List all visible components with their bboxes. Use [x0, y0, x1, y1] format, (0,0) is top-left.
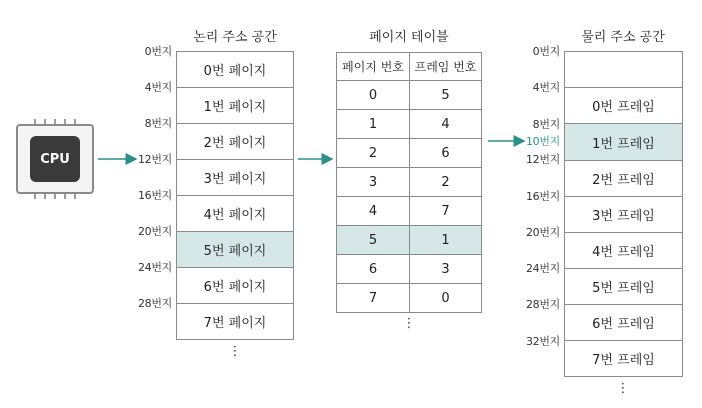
page-table-page-number-highlighted: 5 — [336, 225, 410, 255]
logical-address-space-title: 논리 주소 공간 — [193, 30, 277, 45]
page-table-ellipsis: ⋮ — [402, 316, 416, 331]
page-table-header-page: 페이지 번호 — [336, 52, 410, 81]
logical-page-cell: 1번 페이지 — [176, 87, 294, 124]
logical-page-cell: 0번 페이지 — [176, 51, 294, 88]
physical-address-label: 24번지 — [525, 262, 560, 275]
page-table-header-frame: 프레임 번호 — [409, 52, 482, 81]
physical-address-label: 8번지 — [532, 118, 560, 131]
page-table-page-number: 4 — [336, 196, 410, 226]
physical-address-label: 32번지 — [525, 335, 560, 348]
physical-frame-cell: 0번 프레임 — [564, 87, 683, 124]
physical-frame-cell: 2번 프레임 — [564, 160, 683, 197]
page-table-frame-number: 3 — [409, 254, 482, 284]
physical-frame-cell: 4번 프레임 — [564, 232, 683, 269]
physical-frame-cell: 3번 프레임 — [564, 196, 683, 233]
physical-address-label: 12번지 — [525, 153, 560, 166]
page-table-frame-number-highlighted: 1 — [409, 225, 482, 255]
logical-address-label: 16번지 — [137, 189, 172, 202]
logical-page-cell: 6번 페이지 — [176, 267, 294, 304]
page-table-frame-number: 2 — [409, 167, 482, 197]
physical-address-space-title: 물리 주소 공간 — [581, 30, 665, 45]
logical-address-label: 8번지 — [144, 117, 172, 130]
logical-page-cell: 3번 페이지 — [176, 159, 294, 196]
logical-page-cell: 2번 페이지 — [176, 123, 294, 160]
page-table-frame-number: 4 — [409, 109, 482, 139]
page-table-page-number: 7 — [336, 283, 410, 313]
page-table-frame-number: 7 — [409, 196, 482, 226]
page-table-frame-number: 6 — [409, 138, 482, 168]
page-table-title: 페이지 테이블 — [369, 30, 449, 45]
physical-address-label: 28번지 — [525, 298, 560, 311]
page-table-page-number: 0 — [336, 80, 410, 110]
physical-address-label-highlighted: 10번지 — [525, 135, 560, 148]
logical-address-label: 24번지 — [137, 261, 172, 274]
page-table-frame-number: 0 — [409, 283, 482, 313]
logical-ellipsis: ⋮ — [228, 344, 242, 359]
logical-page-cell: 4번 페이지 — [176, 195, 294, 232]
physical-frame-cell-highlighted: 1번 프레임 — [564, 123, 683, 161]
physical-address-label: 20번지 — [525, 226, 560, 239]
logical-address-label: 28번지 — [137, 297, 172, 310]
physical-address-label: 4번지 — [532, 81, 560, 94]
logical-address-label: 12번지 — [137, 153, 172, 166]
physical-address-label: 16번지 — [525, 190, 560, 203]
page-table-page-number: 3 — [336, 167, 410, 197]
logical-address-label: 20번지 — [137, 225, 172, 238]
physical-empty-cell — [564, 51, 683, 88]
page-table-page-number: 6 — [336, 254, 410, 284]
page-table-frame-number: 5 — [409, 80, 482, 110]
physical-frame-cell: 7번 프레임 — [564, 340, 683, 377]
logical-address-label: 0번지 — [144, 45, 172, 58]
logical-address-label: 4번지 — [144, 81, 172, 94]
physical-address-label: 0번지 — [532, 45, 560, 58]
page-table-page-number: 2 — [336, 138, 410, 168]
physical-ellipsis: ⋮ — [616, 381, 630, 396]
logical-page-cell-highlighted: 5번 페이지 — [176, 231, 294, 268]
logical-page-cell: 7번 페이지 — [176, 303, 294, 340]
page-table-page-number: 1 — [336, 109, 410, 139]
cpu-label: CPU — [30, 136, 80, 182]
physical-frame-cell: 5번 프레임 — [564, 268, 683, 305]
physical-frame-cell: 6번 프레임 — [564, 304, 683, 341]
